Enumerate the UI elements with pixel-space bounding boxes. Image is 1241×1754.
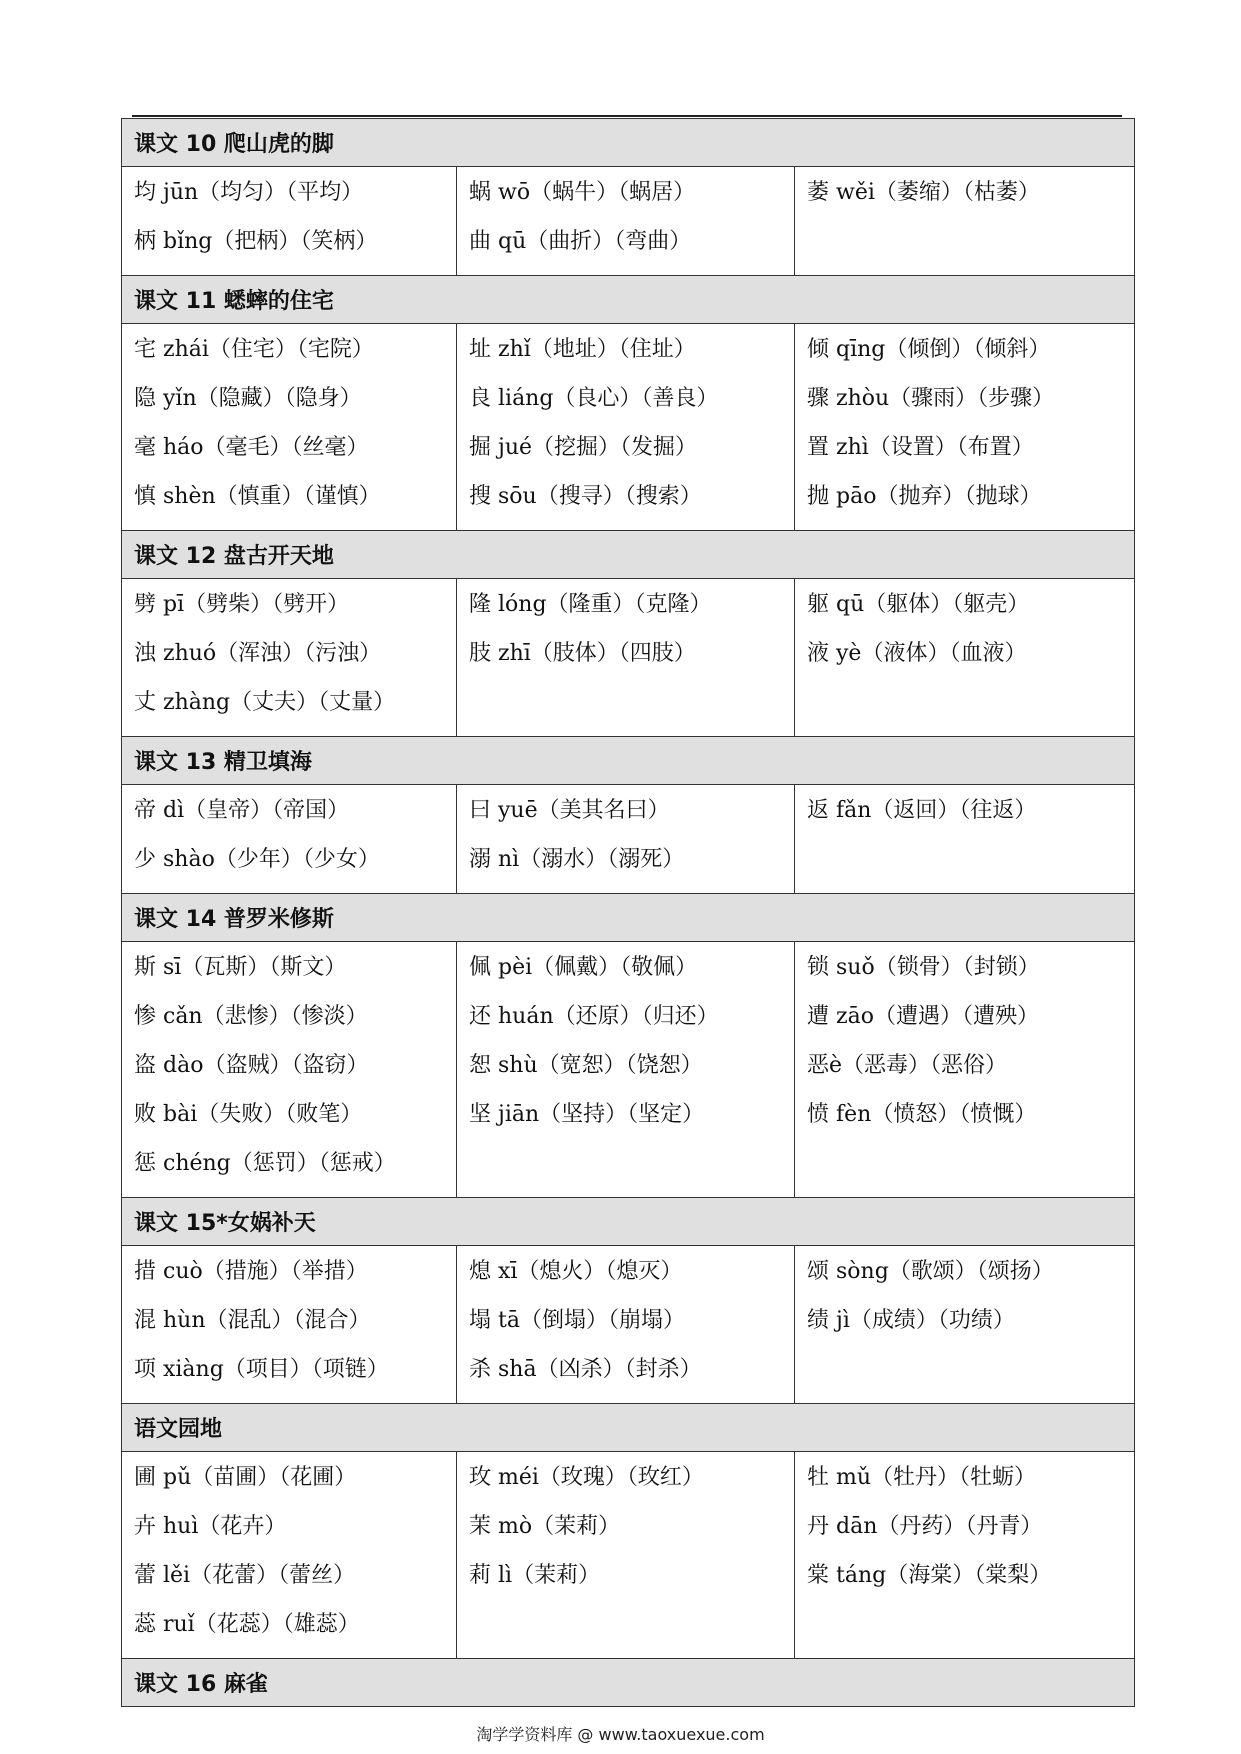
section-words-row	[122, 579, 1135, 737]
word-column	[457, 167, 795, 276]
section-words-row	[122, 167, 1135, 276]
word-entry: 绩 jì（成绩）（功绩）	[807, 1308, 1015, 1333]
word-entry: 还 huán（还原）（归还）	[469, 1004, 719, 1029]
word-entry: 少 shào（少年）（少女）	[134, 847, 380, 872]
word-entry: 惩 chéng（惩罚）（惩戒）	[134, 1151, 396, 1176]
section-header-row	[122, 1198, 1135, 1246]
section-title: 语文园地	[122, 1404, 1135, 1452]
footer-watermark: 淘学学资料库 @ www.taoxuexue.com	[476, 1725, 765, 1744]
word-entry: 恕 shù（宽恕）（饶恕）	[469, 1053, 703, 1078]
word-column	[122, 1246, 457, 1404]
word-column	[122, 167, 457, 276]
word-entry: 玫 méi（玫瑰）（玫红）	[469, 1465, 704, 1490]
section-header-row	[122, 1659, 1135, 1707]
word-entry: 佩 pèi（佩戴）（敬佩）	[469, 955, 698, 980]
word-column	[122, 785, 457, 894]
word-entry: 混 hùn（混乱）（混合）	[134, 1308, 371, 1333]
word-entry: 毫 háo（毫毛）（丝毫）	[134, 435, 369, 460]
word-column	[457, 324, 795, 531]
word-entry: 茉 mò（茉莉）	[469, 1514, 621, 1539]
word-entry: 措 cuò（措施）（举措）	[134, 1259, 368, 1284]
word-entry: 浊 zhuó（浑浊）（污浊）	[134, 641, 382, 666]
vocabulary-table	[121, 118, 1135, 1707]
word-column	[122, 942, 457, 1198]
section-title: 课文 16 麻雀	[122, 1659, 1135, 1707]
section-title: 课文 12 盘古开天地	[122, 531, 1135, 579]
section-title: 课文 14 普罗米修斯	[122, 894, 1135, 942]
word-entry: 址 zhǐ（地址）（住址）	[469, 337, 696, 362]
word-entry: 惨 cǎn（悲惨）（惨淡）	[134, 1004, 368, 1029]
word-entry: 隐 yǐn（隐藏）（隐身）	[134, 386, 362, 411]
word-entry: 液 yè（液体）（血液）	[807, 641, 1027, 666]
word-entry: 项 xiàng（项目）（项链）	[134, 1357, 389, 1382]
word-entry: 丈 zhàng（丈夫）（丈量）	[134, 690, 396, 715]
word-entry: 坚 jiān（坚持）（坚定）	[469, 1102, 705, 1127]
word-entry: 蕊 ruǐ（花蕊）（雄蕊）	[134, 1612, 360, 1637]
word-entry: 棠 táng（海棠）（棠梨）	[807, 1563, 1052, 1588]
word-column	[795, 1246, 1135, 1404]
word-entry: 愤 fèn（愤怒）（愤慨）	[807, 1102, 1037, 1127]
word-entry: 溺 nì（溺水）（溺死）	[469, 847, 685, 872]
word-entry: 良 liáng（良心）（善良）	[469, 386, 719, 411]
word-entry: 圃 pǔ（苗圃）（花圃）	[134, 1465, 357, 1490]
word-entry: 搜 sōu（搜寻）（搜索）	[469, 484, 702, 509]
section-words-row	[122, 1246, 1135, 1404]
word-entry: 牡 mǔ（牡丹）（牡蛎）	[807, 1465, 1037, 1490]
word-column	[795, 579, 1135, 737]
word-entry: 斯 sī（瓦斯）（斯文）	[134, 955, 347, 980]
section-title: 课文 11 蟋蟀的住宅	[122, 276, 1135, 324]
word-entry: 隆 lóng（隆重）（克隆）	[469, 592, 712, 617]
word-column	[457, 1452, 795, 1659]
section-header-row	[122, 737, 1135, 785]
word-column	[122, 579, 457, 737]
word-column	[122, 324, 457, 531]
word-entry: 卉 huì（花卉）	[134, 1514, 287, 1539]
section-words-row	[122, 1452, 1135, 1659]
word-entry: 丹 dān（丹药）（丹青）	[807, 1514, 1043, 1539]
section-words-row	[122, 785, 1135, 894]
word-entry: 躯 qū（躯体）（躯壳）	[807, 592, 1030, 617]
word-entry: 败 bài（失败）（败笔）	[134, 1102, 363, 1127]
word-entry: 置 zhì（设置）（布置）	[807, 435, 1034, 460]
word-entry: 塌 tā（倒塌）（崩塌）	[469, 1308, 685, 1333]
word-entry: 掘 jué（挖掘）（发掘）	[469, 435, 698, 460]
word-entry: 盗 dào（盗贼）（盗窃）	[134, 1053, 369, 1078]
section-header-row	[122, 531, 1135, 579]
word-column	[457, 785, 795, 894]
top-rule	[132, 115, 1122, 117]
word-entry: 帝 dì（皇帝）（帝国）	[134, 798, 350, 823]
word-entry: 曲 qū（曲折）（弯曲）	[469, 229, 692, 254]
section-header-row	[122, 119, 1135, 167]
word-column	[795, 167, 1135, 276]
word-entry: 蜗 wō（蜗牛）（蜗居）	[469, 180, 696, 205]
word-column	[457, 942, 795, 1198]
word-entry: 返 fǎn（返回）（往返）	[807, 798, 1037, 823]
word-column	[795, 1452, 1135, 1659]
word-column	[795, 324, 1135, 531]
word-entry: 慎 shèn（慎重）（谨慎）	[134, 484, 381, 509]
word-column	[795, 785, 1135, 894]
word-entry: 肢 zhī（肢体）（四肢）	[469, 641, 696, 666]
word-entry: 萎 wěi（萎缩）（枯萎）	[807, 180, 1040, 205]
word-column	[457, 579, 795, 737]
section-title: 课文 13 精卫填海	[122, 737, 1135, 785]
word-entry: 遭 zāo（遭遇）（遭殃）	[807, 1004, 1039, 1029]
word-entry: 均 jūn（均匀）（平均）	[134, 180, 364, 205]
section-words-row	[122, 324, 1135, 531]
word-entry: 骤 zhòu（骤雨）（步骤）	[807, 386, 1055, 411]
section-title: 课文 10 爬山虎的脚	[122, 119, 1135, 167]
word-entry: 颂 sòng（歌颂）（颂扬）	[807, 1259, 1054, 1284]
word-column	[122, 1452, 457, 1659]
word-column	[457, 1246, 795, 1404]
word-entry: 锁 suǒ（锁骨）（封锁）	[807, 955, 1040, 980]
word-entry: 恶è（恶毒）（恶俗）	[807, 1053, 1008, 1078]
word-entry: 倾 qīng（倾倒）（倾斜）	[807, 337, 1051, 362]
word-entry: 柄 bǐng（把柄）（笑柄）	[134, 229, 378, 254]
word-entry: 劈 pī（劈柴）（劈开）	[134, 592, 350, 617]
word-column	[795, 942, 1135, 1198]
section-header-row	[122, 894, 1135, 942]
word-entry: 曰 yuē（美其名曰）	[469, 798, 670, 823]
word-entry: 莉 lì（茉莉）	[469, 1563, 601, 1588]
word-entry: 熄 xī（熄火）（熄灭）	[469, 1259, 683, 1284]
word-entry: 蕾 lěi（花蕾）（蕾丝）	[134, 1563, 356, 1588]
section-header-row	[122, 1404, 1135, 1452]
word-entry: 宅 zhái（住宅）（宅院）	[134, 337, 374, 362]
word-entry: 杀 shā（凶杀）（封杀）	[469, 1357, 702, 1382]
section-words-row	[122, 942, 1135, 1198]
word-entry: 抛 pāo（抛弃）（抛球）	[807, 484, 1042, 509]
section-header-row	[122, 276, 1135, 324]
section-title: 课文 15*女娲补天	[122, 1198, 1135, 1246]
